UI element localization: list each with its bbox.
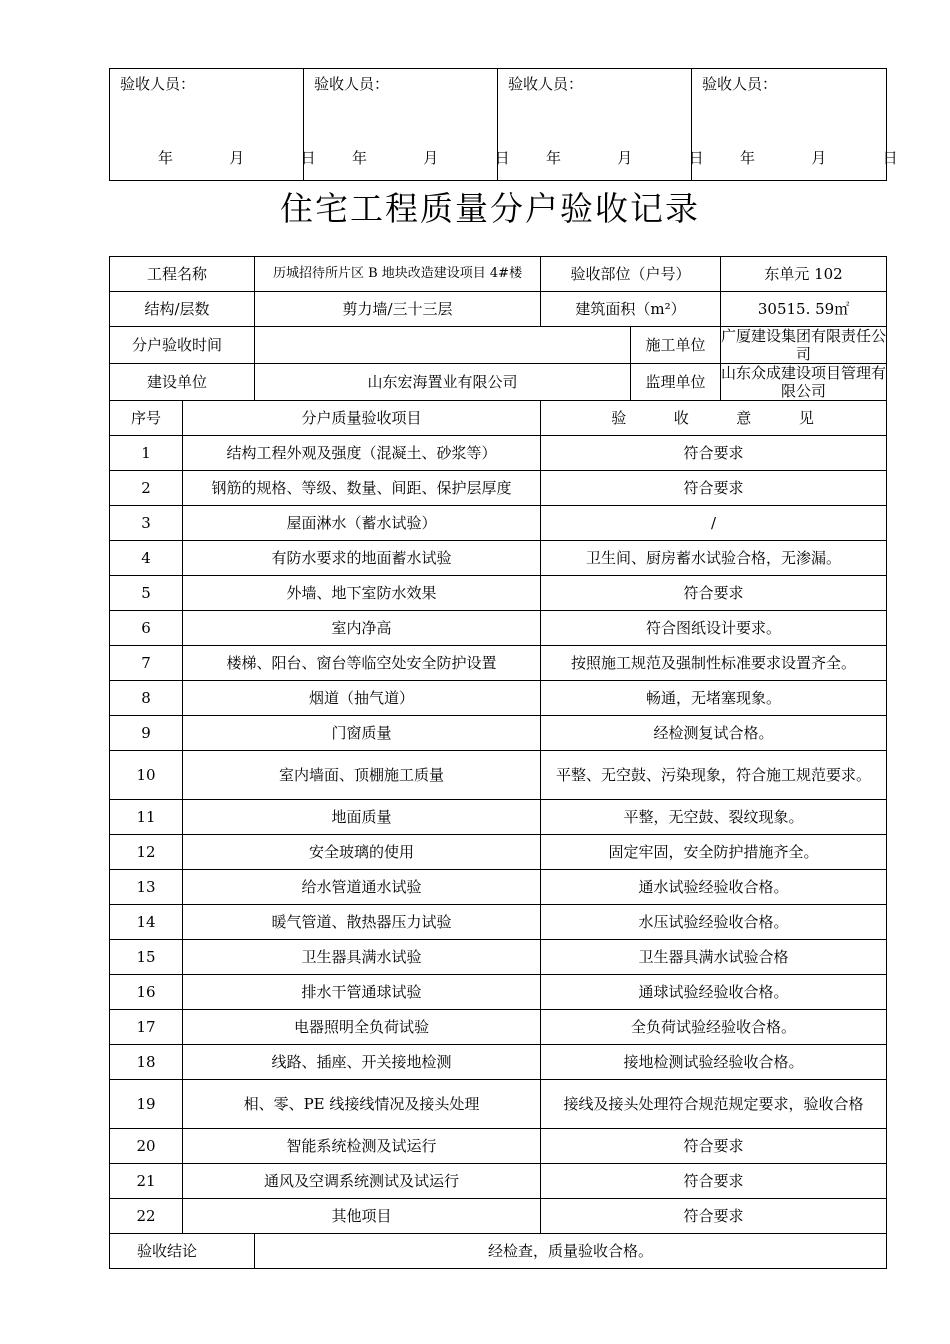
signature-label: 验收人员：: [120, 75, 196, 93]
row-item: 电器照明全负荷试验: [183, 1010, 541, 1045]
row-seq: 4: [110, 541, 183, 576]
table-row: [110, 1199, 887, 1234]
table-row: [110, 1045, 887, 1080]
row-item: 室内净高: [183, 611, 541, 646]
unit-value: 东单元 102: [721, 257, 887, 292]
row-seq: 6: [110, 611, 183, 646]
row-item: 通风及空调系统测试及试运行: [183, 1164, 541, 1199]
row-item: 线路、插座、开关接地检测: [183, 1045, 541, 1080]
table-row: [110, 506, 887, 541]
row-opinion: 符合要求: [541, 576, 887, 611]
row-item: 给水管道通水试验: [183, 870, 541, 905]
row-item: 室内墙面、顶棚施工质量: [183, 751, 541, 800]
row-opinion: 符合要求: [541, 436, 887, 471]
row-opinion: 按照施工规范及强制性标准要求设置齐全。: [541, 646, 887, 681]
row-item: 地面质量: [183, 800, 541, 835]
row-opinion: 畅通，无堵塞现象。: [541, 681, 887, 716]
row-seq: 3: [110, 506, 183, 541]
row-seq: 10: [110, 751, 183, 800]
signature-cell: [304, 69, 510, 181]
row-item: 卫生器具满水试验: [183, 940, 541, 975]
structure-label: 结构/层数: [110, 292, 255, 327]
table-row: [110, 751, 887, 800]
seq-header: 序号: [110, 401, 183, 436]
table-row: [110, 541, 887, 576]
row-opinion: 水压试验经验收合格。: [541, 905, 887, 940]
inspection-time-label: 分户验收时间: [110, 327, 255, 364]
row-item: 楼梯、阳台、窗台等临空处安全防护设置: [183, 646, 541, 681]
row-seq: 19: [110, 1080, 183, 1129]
area-label: 建筑面积（m²）: [541, 292, 721, 327]
contractor-value: 广厦建设集团有限责任公司: [721, 327, 887, 363]
signature-table: [109, 68, 898, 181]
row-item: 智能系统检测及试运行: [183, 1129, 541, 1164]
row-opinion: 卫生间、厨房蓄水试验合格，无渗漏。: [541, 541, 887, 576]
row-opinion: 平整，无空鼓、裂纹现象。: [541, 800, 887, 835]
conclusion-label: 验收结论: [110, 1234, 255, 1269]
row-seq: 17: [110, 1010, 183, 1045]
row-opinion: /: [541, 506, 887, 541]
signature-cell: [692, 69, 898, 181]
row-seq: 11: [110, 800, 183, 835]
signature-label: 验收人员：: [508, 75, 584, 93]
owner-value: 山东宏海置业有限公司: [255, 364, 631, 401]
table-row: [110, 716, 887, 751]
row-item: 暖气管道、散热器压力试验: [183, 905, 541, 940]
table-row: [110, 1164, 887, 1199]
row-seq: 20: [110, 1129, 183, 1164]
contractor-label: 施工单位: [631, 327, 721, 364]
row-seq: 1: [110, 436, 183, 471]
signature-date: 年 月 日: [158, 149, 316, 167]
row-opinion: 接地检测试验经验收合格。: [541, 1045, 887, 1080]
page-title: 住宅工程质量分户验收记录: [280, 189, 700, 228]
signature-date: 年 月 日: [740, 149, 898, 167]
row-item: 安全玻璃的使用: [183, 835, 541, 870]
table-row: [110, 1080, 887, 1129]
row-seq: 13: [110, 870, 183, 905]
table-row: [110, 835, 887, 870]
row-opinion: 符合图纸设计要求。: [541, 611, 887, 646]
item-header: 分户质量验收项目: [183, 401, 541, 436]
table-row: [110, 1129, 887, 1164]
table-row: [110, 436, 887, 471]
table-row: [110, 646, 887, 681]
row-opinion: 固定牢固，安全防护措施齐全。: [541, 835, 887, 870]
row-item: 门窗质量: [183, 716, 541, 751]
row-item: 外墙、地下室防水效果: [183, 576, 541, 611]
row-item: 其他项目: [183, 1199, 541, 1234]
row-seq: 5: [110, 576, 183, 611]
table-row: [110, 681, 887, 716]
table-row: [110, 576, 887, 611]
row-item: 有防水要求的地面蓄水试验: [183, 541, 541, 576]
row-opinion: 通球试验经验收合格。: [541, 975, 887, 1010]
structure-value: 剪力墙/三十三层: [255, 292, 541, 327]
row-opinion: 经检测复试合格。: [541, 716, 887, 751]
row-item: 结构工程外观及强度（混凝土、砂浆等）: [183, 436, 541, 471]
area-value: 30515. 59㎡: [721, 292, 887, 327]
supervisor-value: 山东众成建设项目管理有限公司: [721, 364, 887, 400]
row-opinion: 通水试验经验收合格。: [541, 870, 887, 905]
row-seq: 15: [110, 940, 183, 975]
opinion-header: 验 收 意 见: [541, 401, 887, 436]
inspection-record-table: [109, 256, 887, 1269]
project-name-value: 历城招待所片区 B 地块改造建设项目 4#楼: [255, 257, 541, 292]
owner-label: 建设单位: [110, 364, 255, 401]
row-seq: 16: [110, 975, 183, 1010]
row-seq: 12: [110, 835, 183, 870]
row-item: 钢筋的规格、等级、数量、间距、保护层厚度: [183, 471, 541, 506]
table-row: [110, 975, 887, 1010]
row-opinion: 符合要求: [541, 471, 887, 506]
row-seq: 18: [110, 1045, 183, 1080]
row-opinion: 符合要求: [541, 1129, 887, 1164]
row-opinion: 符合要求: [541, 1199, 887, 1234]
table-row: [110, 471, 887, 506]
table-row: [110, 800, 887, 835]
supervisor-label: 监理单位: [631, 364, 721, 401]
row-opinion: 卫生器具满水试验合格: [541, 940, 887, 975]
row-seq: 21: [110, 1164, 183, 1199]
table-row: [110, 870, 887, 905]
table-row: [110, 940, 887, 975]
row-seq: 9: [110, 716, 183, 751]
table-row: [110, 611, 887, 646]
row-seq: 22: [110, 1199, 183, 1234]
row-seq: 2: [110, 471, 183, 506]
row-opinion: 全负荷试验经验收合格。: [541, 1010, 887, 1045]
row-opinion: 接线及接头处理符合规范规定要求，验收合格: [541, 1080, 887, 1129]
row-seq: 7: [110, 646, 183, 681]
row-item: 屋面淋水（蓄水试验）: [183, 506, 541, 541]
signature-label: 验收人员：: [314, 75, 390, 93]
signature-label: 验收人员：: [702, 75, 778, 93]
table-row: [110, 1010, 887, 1045]
row-item: 烟道（抽气道）: [183, 681, 541, 716]
row-item: 排水干管通球试验: [183, 975, 541, 1010]
signature-date: 年 月 日: [352, 149, 510, 167]
signature-cell: [110, 69, 316, 181]
row-item: 相、零、PE 线接线情况及接头处理: [183, 1080, 541, 1129]
project-name-label: 工程名称: [110, 257, 255, 292]
conclusion-value: 经检查，质量验收合格。: [255, 1234, 887, 1269]
row-opinion: 平整、无空鼓、污染现象，符合施工规范要求。: [541, 751, 887, 800]
signature-cell: [498, 69, 704, 181]
inspection-time-value: [255, 327, 631, 364]
table-row: [110, 905, 887, 940]
signature-date: 年 月 日: [546, 149, 704, 167]
row-seq: 8: [110, 681, 183, 716]
unit-label: 验收部位（户号）: [541, 257, 721, 292]
row-seq: 14: [110, 905, 183, 940]
row-opinion: 符合要求: [541, 1164, 887, 1199]
